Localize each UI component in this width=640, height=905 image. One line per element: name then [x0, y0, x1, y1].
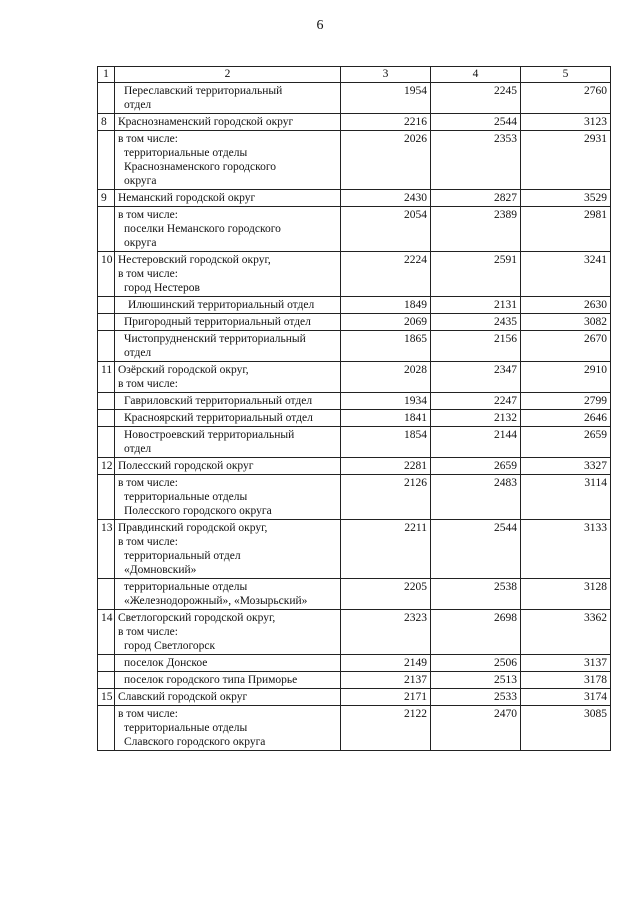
column-header: 1 — [98, 67, 115, 83]
row-number: 8 — [98, 114, 115, 131]
value-col-3: 2122 — [341, 706, 431, 751]
territory-name-line: отдел — [124, 347, 152, 359]
value-col-4: 2544 — [431, 520, 521, 579]
value-col-3: 2205 — [341, 579, 431, 610]
territory-name-cell — [115, 190, 341, 207]
value-col-5: 2981 — [521, 207, 611, 252]
territory-name-line: город Нестеров — [124, 282, 200, 294]
row-number — [98, 393, 115, 410]
column-header: 2 — [115, 67, 341, 83]
territory-name-line: Полесский городской округ — [118, 460, 254, 472]
territory-name-line: территориальный отдел — [124, 550, 241, 562]
value-col-3: 2028 — [341, 362, 431, 393]
territory-name-cell — [115, 672, 341, 689]
territory-name-line: поселок городского типа Приморье — [124, 674, 298, 686]
value-col-5: 2670 — [521, 331, 611, 362]
territory-name-cell — [115, 579, 341, 610]
value-col-4: 2389 — [431, 207, 521, 252]
table-row — [98, 207, 611, 252]
page-number: 6 — [316, 18, 324, 33]
table-row — [98, 427, 611, 458]
value-col-4: 2470 — [431, 706, 521, 751]
table-row — [98, 579, 611, 610]
value-col-4: 2347 — [431, 362, 521, 393]
territory-name-line: Чистопрудненский территориальный — [124, 333, 306, 345]
territory-name-cell — [115, 458, 341, 475]
value-col-4: 2131 — [431, 297, 521, 314]
row-number: 14 — [98, 610, 115, 655]
territory-name-cell — [115, 114, 341, 131]
value-col-3: 2054 — [341, 207, 431, 252]
table-row — [98, 131, 611, 190]
territory-name-line: Полесского городского округа — [124, 505, 272, 517]
territory-name-cell — [115, 689, 341, 706]
table-row — [98, 475, 611, 520]
row-number — [98, 83, 115, 114]
territory-name-line: округа — [124, 237, 157, 249]
table-row — [98, 252, 611, 297]
territory-name-line: Красноярский территориальный отдел — [124, 412, 313, 424]
row-number — [98, 297, 115, 314]
territory-name-line: Гавриловский территориальный отдел — [124, 395, 313, 407]
value-col-3: 1934 — [341, 393, 431, 410]
row-number — [98, 706, 115, 751]
table-row — [98, 114, 611, 131]
value-col-3: 2430 — [341, 190, 431, 207]
table-row — [98, 689, 611, 706]
value-col-4: 2538 — [431, 579, 521, 610]
table-row — [98, 297, 611, 314]
territory-name-line: в том числе: — [118, 708, 178, 720]
value-col-4: 2591 — [431, 252, 521, 297]
value-col-4: 2435 — [431, 314, 521, 331]
value-col-4: 2533 — [431, 689, 521, 706]
table-row — [98, 410, 611, 427]
value-col-5: 2931 — [521, 131, 611, 190]
value-col-3: 2026 — [341, 131, 431, 190]
territory-name-cell — [115, 655, 341, 672]
territory-name-line: в том числе: — [118, 378, 178, 390]
territory-name-cell — [115, 207, 341, 252]
territory-name-line: «Железнодорожный», «Мозырьский» — [124, 595, 308, 607]
value-col-5: 2659 — [521, 427, 611, 458]
territory-name-line: Светлогорский городской округ, — [118, 612, 276, 624]
table-row — [98, 314, 611, 331]
table-row — [98, 655, 611, 672]
value-col-3: 2149 — [341, 655, 431, 672]
value-col-3: 2126 — [341, 475, 431, 520]
value-col-3: 2224 — [341, 252, 431, 297]
row-number — [98, 655, 115, 672]
table-row — [98, 672, 611, 689]
territory-name-line: «Домновский» — [124, 564, 197, 576]
row-number: 15 — [98, 689, 115, 706]
value-col-5: 3137 — [521, 655, 611, 672]
territory-name-line: в том числе: — [118, 626, 178, 638]
value-col-3: 2171 — [341, 689, 431, 706]
value-col-5: 3178 — [521, 672, 611, 689]
value-col-3: 1841 — [341, 410, 431, 427]
row-number — [98, 131, 115, 190]
value-col-5: 3133 — [521, 520, 611, 579]
value-col-4: 2659 — [431, 458, 521, 475]
value-col-3: 2281 — [341, 458, 431, 475]
territory-name-line: округа — [124, 175, 157, 187]
row-number — [98, 207, 115, 252]
table-row — [98, 331, 611, 362]
table-header-row — [98, 67, 611, 83]
value-col-5: 3529 — [521, 190, 611, 207]
territory-name-cell — [115, 410, 341, 427]
territory-name-cell — [115, 393, 341, 410]
territory-name-line: в том числе: — [118, 133, 178, 145]
value-col-5: 3174 — [521, 689, 611, 706]
value-col-5: 3128 — [521, 579, 611, 610]
value-col-4: 2353 — [431, 131, 521, 190]
row-number — [98, 410, 115, 427]
row-number: 11 — [98, 362, 115, 393]
territory-name-cell — [115, 427, 341, 458]
territory-name-line: территориальные отделы — [124, 491, 248, 503]
value-col-5: 3327 — [521, 458, 611, 475]
territory-name-line: Илюшинский территориальный отдел — [128, 299, 315, 311]
value-col-3: 1865 — [341, 331, 431, 362]
value-col-4: 2827 — [431, 190, 521, 207]
territory-name-line: поселки Неманского городского — [124, 223, 281, 235]
value-col-3: 1954 — [341, 83, 431, 114]
territory-name-cell — [115, 362, 341, 393]
territory-name-cell — [115, 475, 341, 520]
table-body — [98, 83, 611, 751]
territory-name-line: Неманский городской округ — [118, 192, 256, 204]
territory-name-line: Правдинский городской округ, — [118, 522, 268, 534]
territory-name-line: Новостроевский территориальный — [124, 429, 295, 441]
row-number — [98, 672, 115, 689]
table-row — [98, 610, 611, 655]
table-row — [98, 520, 611, 579]
value-col-5: 3362 — [521, 610, 611, 655]
column-header: 4 — [431, 67, 521, 83]
row-number: 13 — [98, 520, 115, 579]
table-row — [98, 190, 611, 207]
territory-name-line: Пригородный территориальный отдел — [124, 316, 311, 328]
table-row — [98, 706, 611, 751]
territory-name-cell — [115, 131, 341, 190]
value-col-3: 2069 — [341, 314, 431, 331]
territory-name-line: Славского городского округа — [124, 736, 266, 748]
value-col-3: 2211 — [341, 520, 431, 579]
value-col-3: 1849 — [341, 297, 431, 314]
column-header: 5 — [521, 67, 611, 83]
territory-name-line: отдел — [124, 443, 152, 455]
value-col-5: 2630 — [521, 297, 611, 314]
table-row — [98, 393, 611, 410]
value-col-3: 2216 — [341, 114, 431, 131]
value-col-3: 2137 — [341, 672, 431, 689]
value-col-4: 2245 — [431, 83, 521, 114]
value-col-4: 2544 — [431, 114, 521, 131]
value-col-5: 3082 — [521, 314, 611, 331]
value-col-4: 2144 — [431, 427, 521, 458]
territory-name-cell — [115, 610, 341, 655]
row-number — [98, 331, 115, 362]
value-col-4: 2483 — [431, 475, 521, 520]
table-row — [98, 458, 611, 475]
territory-name-line: территориальные отделы — [124, 581, 248, 593]
value-col-3: 2323 — [341, 610, 431, 655]
value-col-5: 3123 — [521, 114, 611, 131]
territory-name-line: в том числе: — [118, 209, 178, 221]
column-header: 3 — [341, 67, 431, 83]
territory-name-cell — [115, 706, 341, 751]
territory-name-line: город Светлогорск — [124, 640, 216, 652]
row-number — [98, 475, 115, 520]
row-number: 9 — [98, 190, 115, 207]
value-col-5: 2760 — [521, 83, 611, 114]
territory-name-line: Краснознаменский городской округ — [118, 116, 294, 128]
value-col-4: 2506 — [431, 655, 521, 672]
territory-name-line: Славский городской округ — [118, 691, 248, 703]
value-col-4: 2156 — [431, 331, 521, 362]
territory-name-line: территориальные отделы — [124, 147, 248, 159]
territory-name-line: территориальные отделы — [124, 722, 248, 734]
territory-name-line: Нестеровский городской округ, — [118, 254, 271, 266]
territory-name-cell — [115, 520, 341, 579]
value-col-5: 2799 — [521, 393, 611, 410]
value-col-5: 3114 — [521, 475, 611, 520]
territory-name-line: Переславский территориальный — [124, 85, 283, 97]
row-number — [98, 427, 115, 458]
value-col-4: 2247 — [431, 393, 521, 410]
territory-name-cell — [115, 331, 341, 362]
territory-name-cell — [115, 297, 341, 314]
rates-table — [97, 66, 611, 751]
value-col-5: 2910 — [521, 362, 611, 393]
territory-name-line: в том числе: — [118, 268, 178, 280]
table-row — [98, 83, 611, 114]
territory-name-line: поселок Донское — [124, 657, 208, 669]
value-col-4: 2698 — [431, 610, 521, 655]
value-col-5: 3085 — [521, 706, 611, 751]
row-number: 10 — [98, 252, 115, 297]
territory-name-line: отдел — [124, 99, 152, 111]
territory-name-cell — [115, 252, 341, 297]
value-col-4: 2132 — [431, 410, 521, 427]
row-number: 12 — [98, 458, 115, 475]
row-number — [98, 314, 115, 331]
territory-name-line: в том числе: — [118, 477, 178, 489]
value-col-3: 1854 — [341, 427, 431, 458]
value-col-5: 3241 — [521, 252, 611, 297]
territory-name-cell — [115, 83, 341, 114]
territory-name-line: в том числе: — [118, 536, 178, 548]
value-col-5: 2646 — [521, 410, 611, 427]
territory-name-line: Краснознаменского городского — [124, 161, 277, 173]
territory-name-cell — [115, 314, 341, 331]
row-number — [98, 579, 115, 610]
territory-name-line: Озёрский городской округ, — [118, 364, 249, 376]
table-row — [98, 362, 611, 393]
value-col-4: 2513 — [431, 672, 521, 689]
